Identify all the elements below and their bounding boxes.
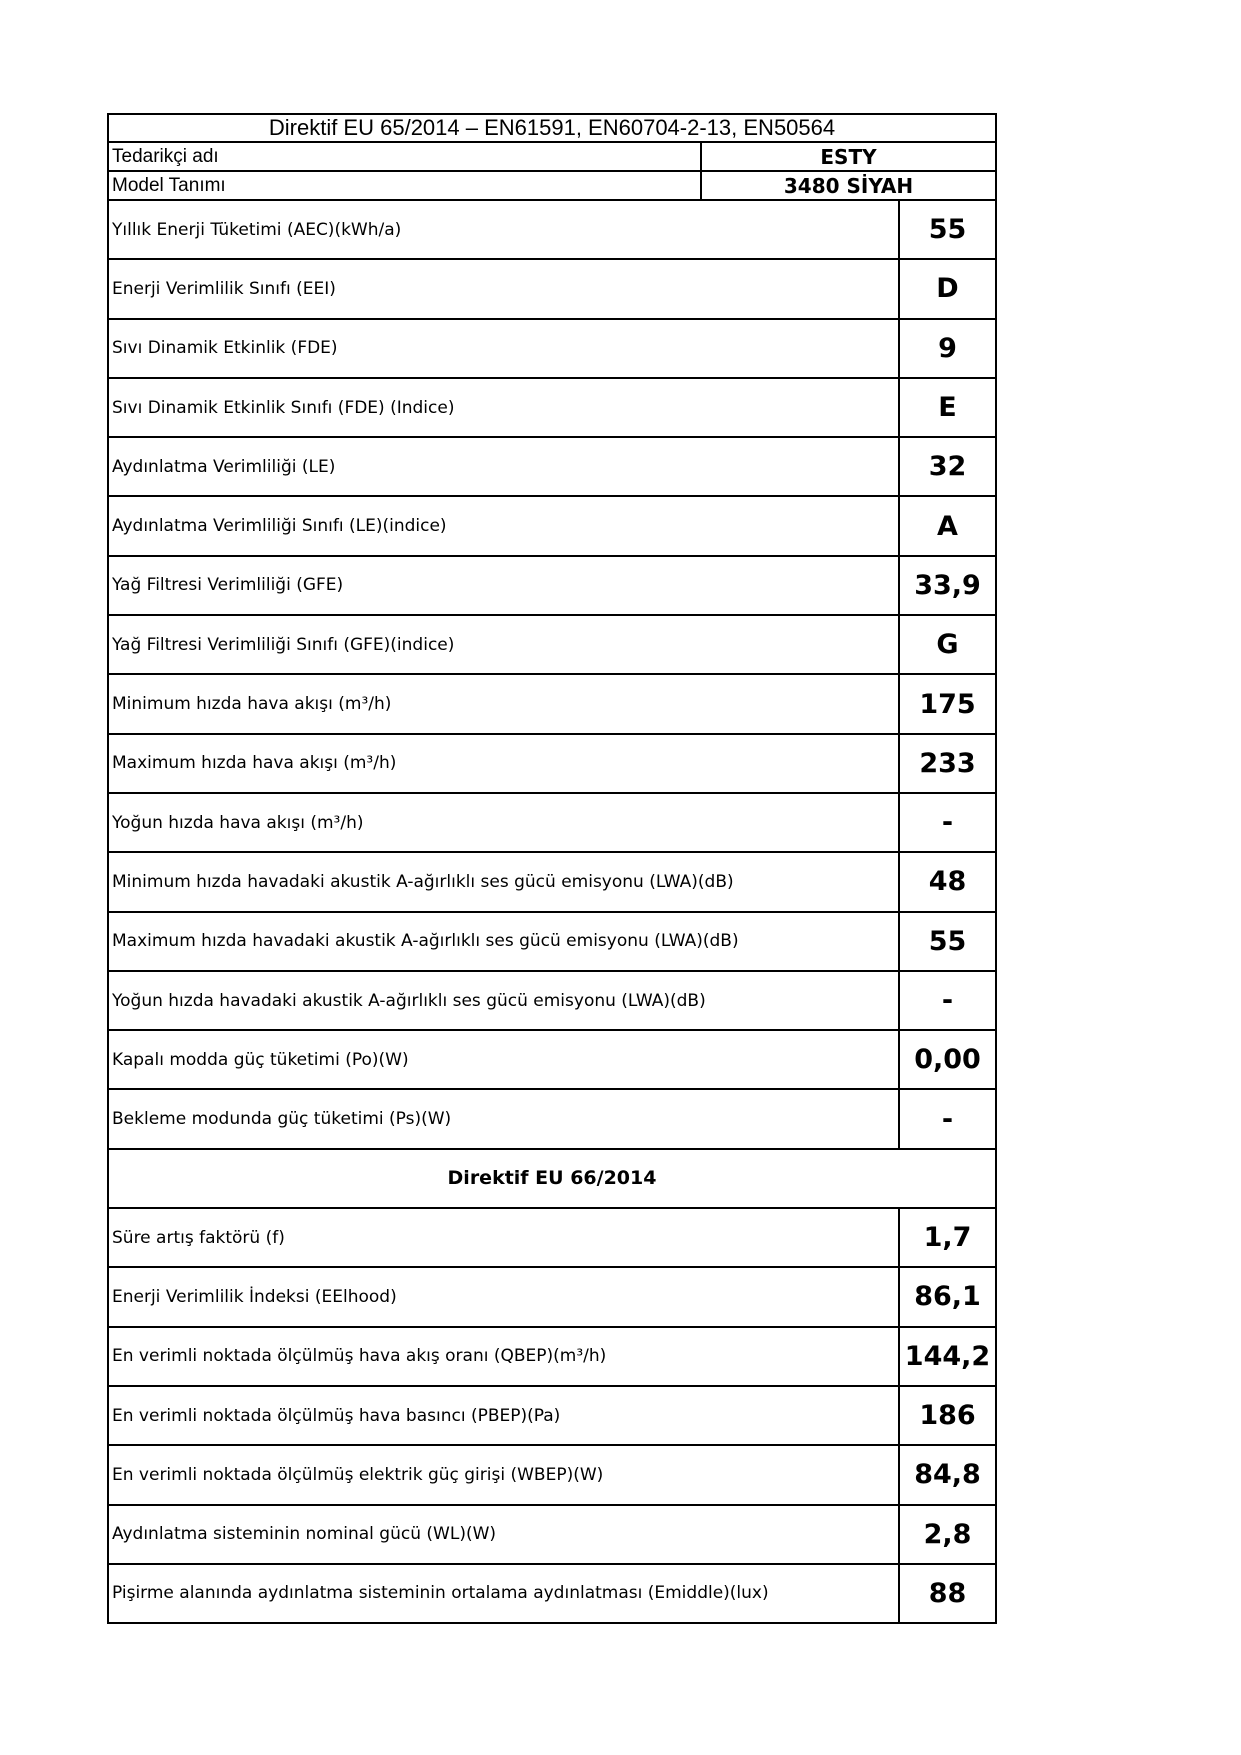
table-row xyxy=(107,320,997,379)
spec-value: 55 xyxy=(928,925,967,957)
table-row xyxy=(107,913,997,972)
spec-label: Sıvı Dinamik Etkinlik (FDE) xyxy=(109,320,900,377)
spec-label: Maximum hızda hava akışı (m³/h) xyxy=(109,735,900,792)
spec-value: 9 xyxy=(938,332,957,364)
table-row xyxy=(107,1031,997,1090)
spec-value: 88 xyxy=(928,1577,967,1609)
model-label: Model Tanımı xyxy=(109,172,702,199)
table-row xyxy=(107,735,997,794)
spec-value: 84,8 xyxy=(914,1459,981,1491)
table-row xyxy=(107,1387,997,1446)
spec-value: G xyxy=(936,629,959,661)
spec-value: 55 xyxy=(928,214,967,246)
spec-label: En verimli noktada ölçülmüş hava akış oranı (QBEP)(m³/h) xyxy=(109,1328,900,1385)
spec-value: 48 xyxy=(928,866,967,898)
spec-label: Bekleme modunda güç tüketimi (Ps)(W) xyxy=(109,1090,900,1147)
spec-label: Enerji Verimlilik İndeksi (EElhood) xyxy=(109,1268,900,1325)
spec-value: 144,2 xyxy=(904,1340,991,1372)
section2-title: Direktif EU 66/2014 xyxy=(447,1167,657,1190)
spec-label: Minimum hızda havadaki akustik A-ağırlıklı ses gücü emisyonu (LWA)(dB) xyxy=(109,853,900,910)
model-value: 3480 SİYAH xyxy=(783,173,914,198)
spec-value: - xyxy=(941,807,954,839)
spec-label: Kapalı modda güç tüketimi (Po)(W) xyxy=(109,1031,900,1088)
supplier-label: Tedarikçi adı xyxy=(109,143,702,170)
spec-value: 32 xyxy=(928,451,967,483)
table-row xyxy=(107,1209,997,1268)
spec-label: Sıvı Dinamik Etkinlik Sınıfı (FDE) (Indice) xyxy=(109,379,900,436)
spec-value: 33,9 xyxy=(914,569,981,601)
spec-value: - xyxy=(941,1103,954,1135)
spec-label: Minimum hızda hava akışı (m³/h) xyxy=(109,675,900,732)
spec-value: - xyxy=(941,985,954,1016)
spec-value: A xyxy=(937,510,958,542)
spec-value: 0,00 xyxy=(914,1044,981,1076)
spec-label: Pişirme alanında aydınlatma sisteminin ortalama aydınlatması (Emiddle)(lux) xyxy=(109,1565,900,1622)
supplier-value: ESTY xyxy=(820,144,877,169)
spec-value: 175 xyxy=(919,688,976,720)
model-row xyxy=(107,172,997,201)
table-row xyxy=(107,1090,997,1149)
table-row xyxy=(107,1268,997,1327)
table-row xyxy=(107,497,997,556)
spec-label: Yağ Filtresi Verimliliği Sınıfı (GFE)(indice) xyxy=(109,616,900,673)
spec-value: 186 xyxy=(919,1400,976,1432)
section2-rows xyxy=(107,1209,997,1624)
spec-label: Yoğun hızda havadaki akustik A-ağırlıklı ses gücü emisyonu (LWA)(dB) xyxy=(109,972,900,1029)
table-row xyxy=(107,557,997,616)
directive-title-row xyxy=(107,113,997,143)
table-row xyxy=(107,853,997,912)
spec-label: Yıllık Enerji Tüketimi (AEC)(kWh/a) xyxy=(109,201,900,258)
spec-value: 2,8 xyxy=(923,1518,972,1550)
spec-label: Maximum hızda havadaki akustik A-ağırlıklı ses gücü emisyonu (LWA)(dB) xyxy=(109,913,900,970)
table-row xyxy=(107,1506,997,1565)
spec-value: 233 xyxy=(919,747,976,779)
spec-label: En verimli noktada ölçülmüş elektrik güç girişi (WBEP)(W) xyxy=(109,1446,900,1503)
table-row xyxy=(107,438,997,497)
spec-value: E xyxy=(938,392,957,424)
supplier-row xyxy=(107,143,997,172)
section2-title-row xyxy=(107,1150,997,1209)
spec-label: Süre artış faktörü (f) xyxy=(109,1209,900,1266)
table-row xyxy=(107,1565,997,1624)
table-row xyxy=(107,972,997,1031)
table-row xyxy=(107,675,997,734)
section1-rows xyxy=(107,201,997,1150)
spec-label: Aydınlatma Verimliliği Sınıfı (LE)(indice) xyxy=(109,497,900,554)
spec-label: Enerji Verimlilik Sınıfı (EEI) xyxy=(109,260,900,317)
spec-value: D xyxy=(936,273,959,305)
table-row xyxy=(107,260,997,319)
table-row xyxy=(107,379,997,438)
spec-value: 86,1 xyxy=(914,1281,981,1313)
table-row xyxy=(107,1328,997,1387)
directive-title: Direktif EU 65/2014 – EN61591, EN60704-2-13, EN50564 xyxy=(268,115,836,140)
table-row xyxy=(107,1446,997,1505)
table-row xyxy=(107,201,997,260)
table-row xyxy=(107,794,997,853)
spec-label: Aydınlatma sisteminin nominal gücü (WL)(W) xyxy=(109,1506,900,1563)
spec-label: Yağ Filtresi Verimliliği (GFE) xyxy=(109,557,900,614)
spec-label: Aydınlatma Verimliliği (LE) xyxy=(109,438,900,495)
spec-label: Yoğun hızda hava akışı (m³/h) xyxy=(109,794,900,851)
spec-sheet-table xyxy=(107,113,997,1624)
table-row xyxy=(107,616,997,675)
spec-value: 1,7 xyxy=(923,1222,972,1254)
spec-label: En verimli noktada ölçülmüş hava basıncı (PBEP)(Pa) xyxy=(109,1387,900,1444)
